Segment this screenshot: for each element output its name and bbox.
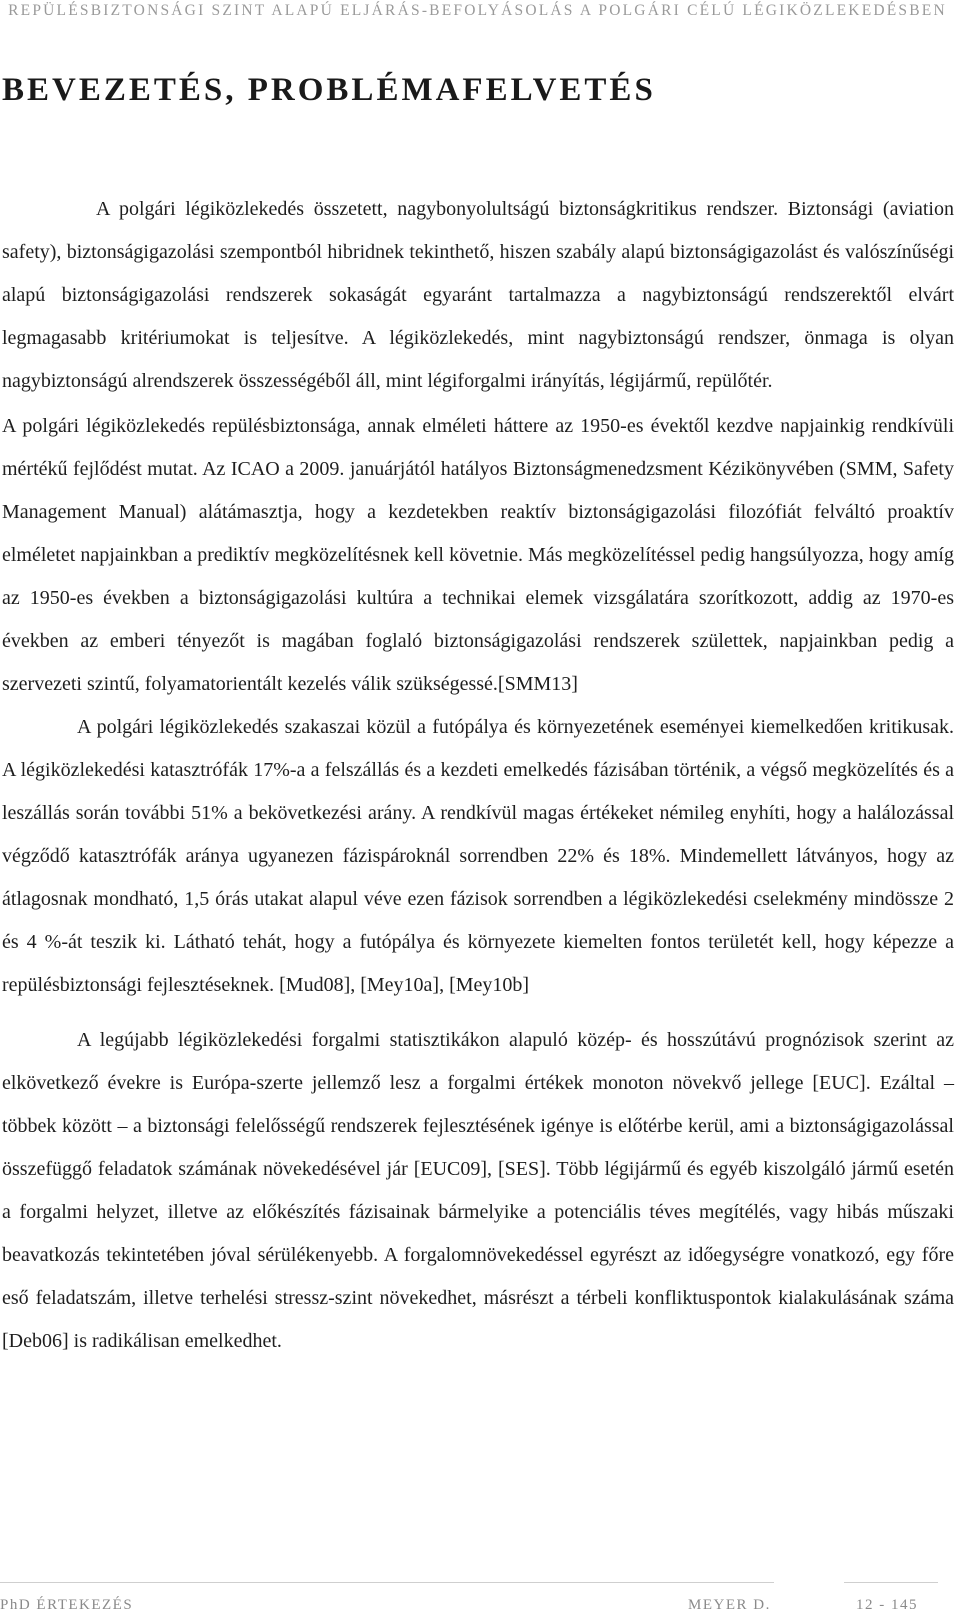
body-text — [2, 188, 954, 1363]
paragraph-1: A polgári légiközlekedés összetett, nagybonyolultságú biztonságkritikus rendszer. Biztonsági (aviation safety), biztonságigazolási szempontból hibridnek tekinthető, hiszen szabály alapú biztonságigazolást és valószínűségi alapú biztonságigazolási rendszerek sokaságát egyaránt tartalmazza a nagybiztonságú rendszerektől elvárt legmagasabb kritériumokat is teljesítve. A légiközlekedés, mint nagybiztonságú rendszer, önmaga is olyan nagybiztonságú alrendszerek összességéből áll, mint légiforgalmi irányítás, légijármű, repülőtér. — [2, 198, 954, 392]
chapter-title: BEVEZETÉS, PROBLÉMAFELVETÉS — [2, 72, 656, 108]
running-header: REPÜLÉSBIZTONSÁGI SZINT ALAPÚ ELJÁRÁS-BEFOLYÁSOLÁS A POLGÁRI CÉLÚ LÉGIKÖZLEKEDÉSBEN — [8, 2, 947, 19]
paragraph-3: A polgári légiközlekedés szakaszai közül a futópálya és környezetének eseményei kiemelkedően kritikusak. A légiközlekedési katasztrófák 17%-a a felszállás és a kezdeti emelkedés fázisában történik, a végső megközelítés és a leszállás során további 51% a bekövetkezési arány. A rendkívül magas értékeket némileg enyhíti, hogy a halálozással végződő katasztrófák aránya ugyanezen fázispároknál sorrendben 22% és 18%. Mindemellett látványos, hogy az átlagosnak mondható, 1,5 órás utakat alapul véve ezen fázisok sorrendben a légiközlekedési cselekmény mindössze 2 és 4 %-át teszik ki. Látható tehát, hogy a futópálya és környezete kiemelten fontos területét kell, hogy képezze a repülésbiztonsági fejlesztéseknek. [Mud08], [Mey10a], [Mey10b] — [2, 716, 954, 996]
footer-document-type: PhD ÉRTEKEZÉS — [0, 1597, 134, 1613]
paragraph-4: A legújabb légiközlekedési forgalmi statisztikákon alapuló közép- és hosszútávú prognózisok szerint az elkövetkező évekre is Európa-szerte jellemző lesz a forgalmi értékek monoton növekvő jellege [EUC]. Ezáltal – többek között – a biztonsági felelősségű rendszerek fejlesztésének igénye is előtérbe kerül, ami a biztonságigazolással összefüggő feladatok számának növekedésével jár [EUC09], [SES]. Több légijármű és egyéb kiszolgáló jármű esetén a forgalmi helyzet, illetve az előkészítés fázisainak bármelyike a potenciális téves megítélés, vagy hibás műszaki beavatkozás tekintetében jóval sérülékenyebb. A forgalomnövekedéssel egyrészt az időegységre vonatkozó, egy főre eső feladatszám, illetve terhelési stressz-szint növekedhet, másrészt a térbeli konfliktuspontok kialakulásának száma [Deb06] is radikálisan emelkedhet. — [2, 1029, 954, 1352]
footer-divider-right — [844, 1582, 938, 1583]
footer-author: MEYER D. — [688, 1597, 771, 1613]
footer-divider-left — [0, 1582, 774, 1583]
paragraph-2: A polgári légiközlekedés repülésbiztonsága, annak elméleti háttere az 1950-es évektől kezdve napjainkig rendkívüli mértékű fejlődést mutat. Az ICAO a 2009. januárjától hatályos Biztonságmenedzsment Kézikönyvében (SMM, Safety Management Manual) alátámasztja, hogy a kezdetekben reaktív biztonságigazolási filozófiát felváltó proaktív elméletet napjainkban a prediktív megközelítésnek kell követnie. Más megközelítéssel pedig hangsúlyozza, hogy amíg az 1950-es években a biztonságigazolási kultúra a technikai elemek vizsgálatára szorítkozott, addig az 1970-es években az emberi tényezőt is magában foglaló biztonságigazolási rendszerek születtek, napjainkban pedig a szervezeti szintű, folyamatorientált kezelés válik szükségessé.[SMM13] — [2, 415, 954, 695]
footer-page-number: 12 - 145 — [856, 1597, 918, 1613]
